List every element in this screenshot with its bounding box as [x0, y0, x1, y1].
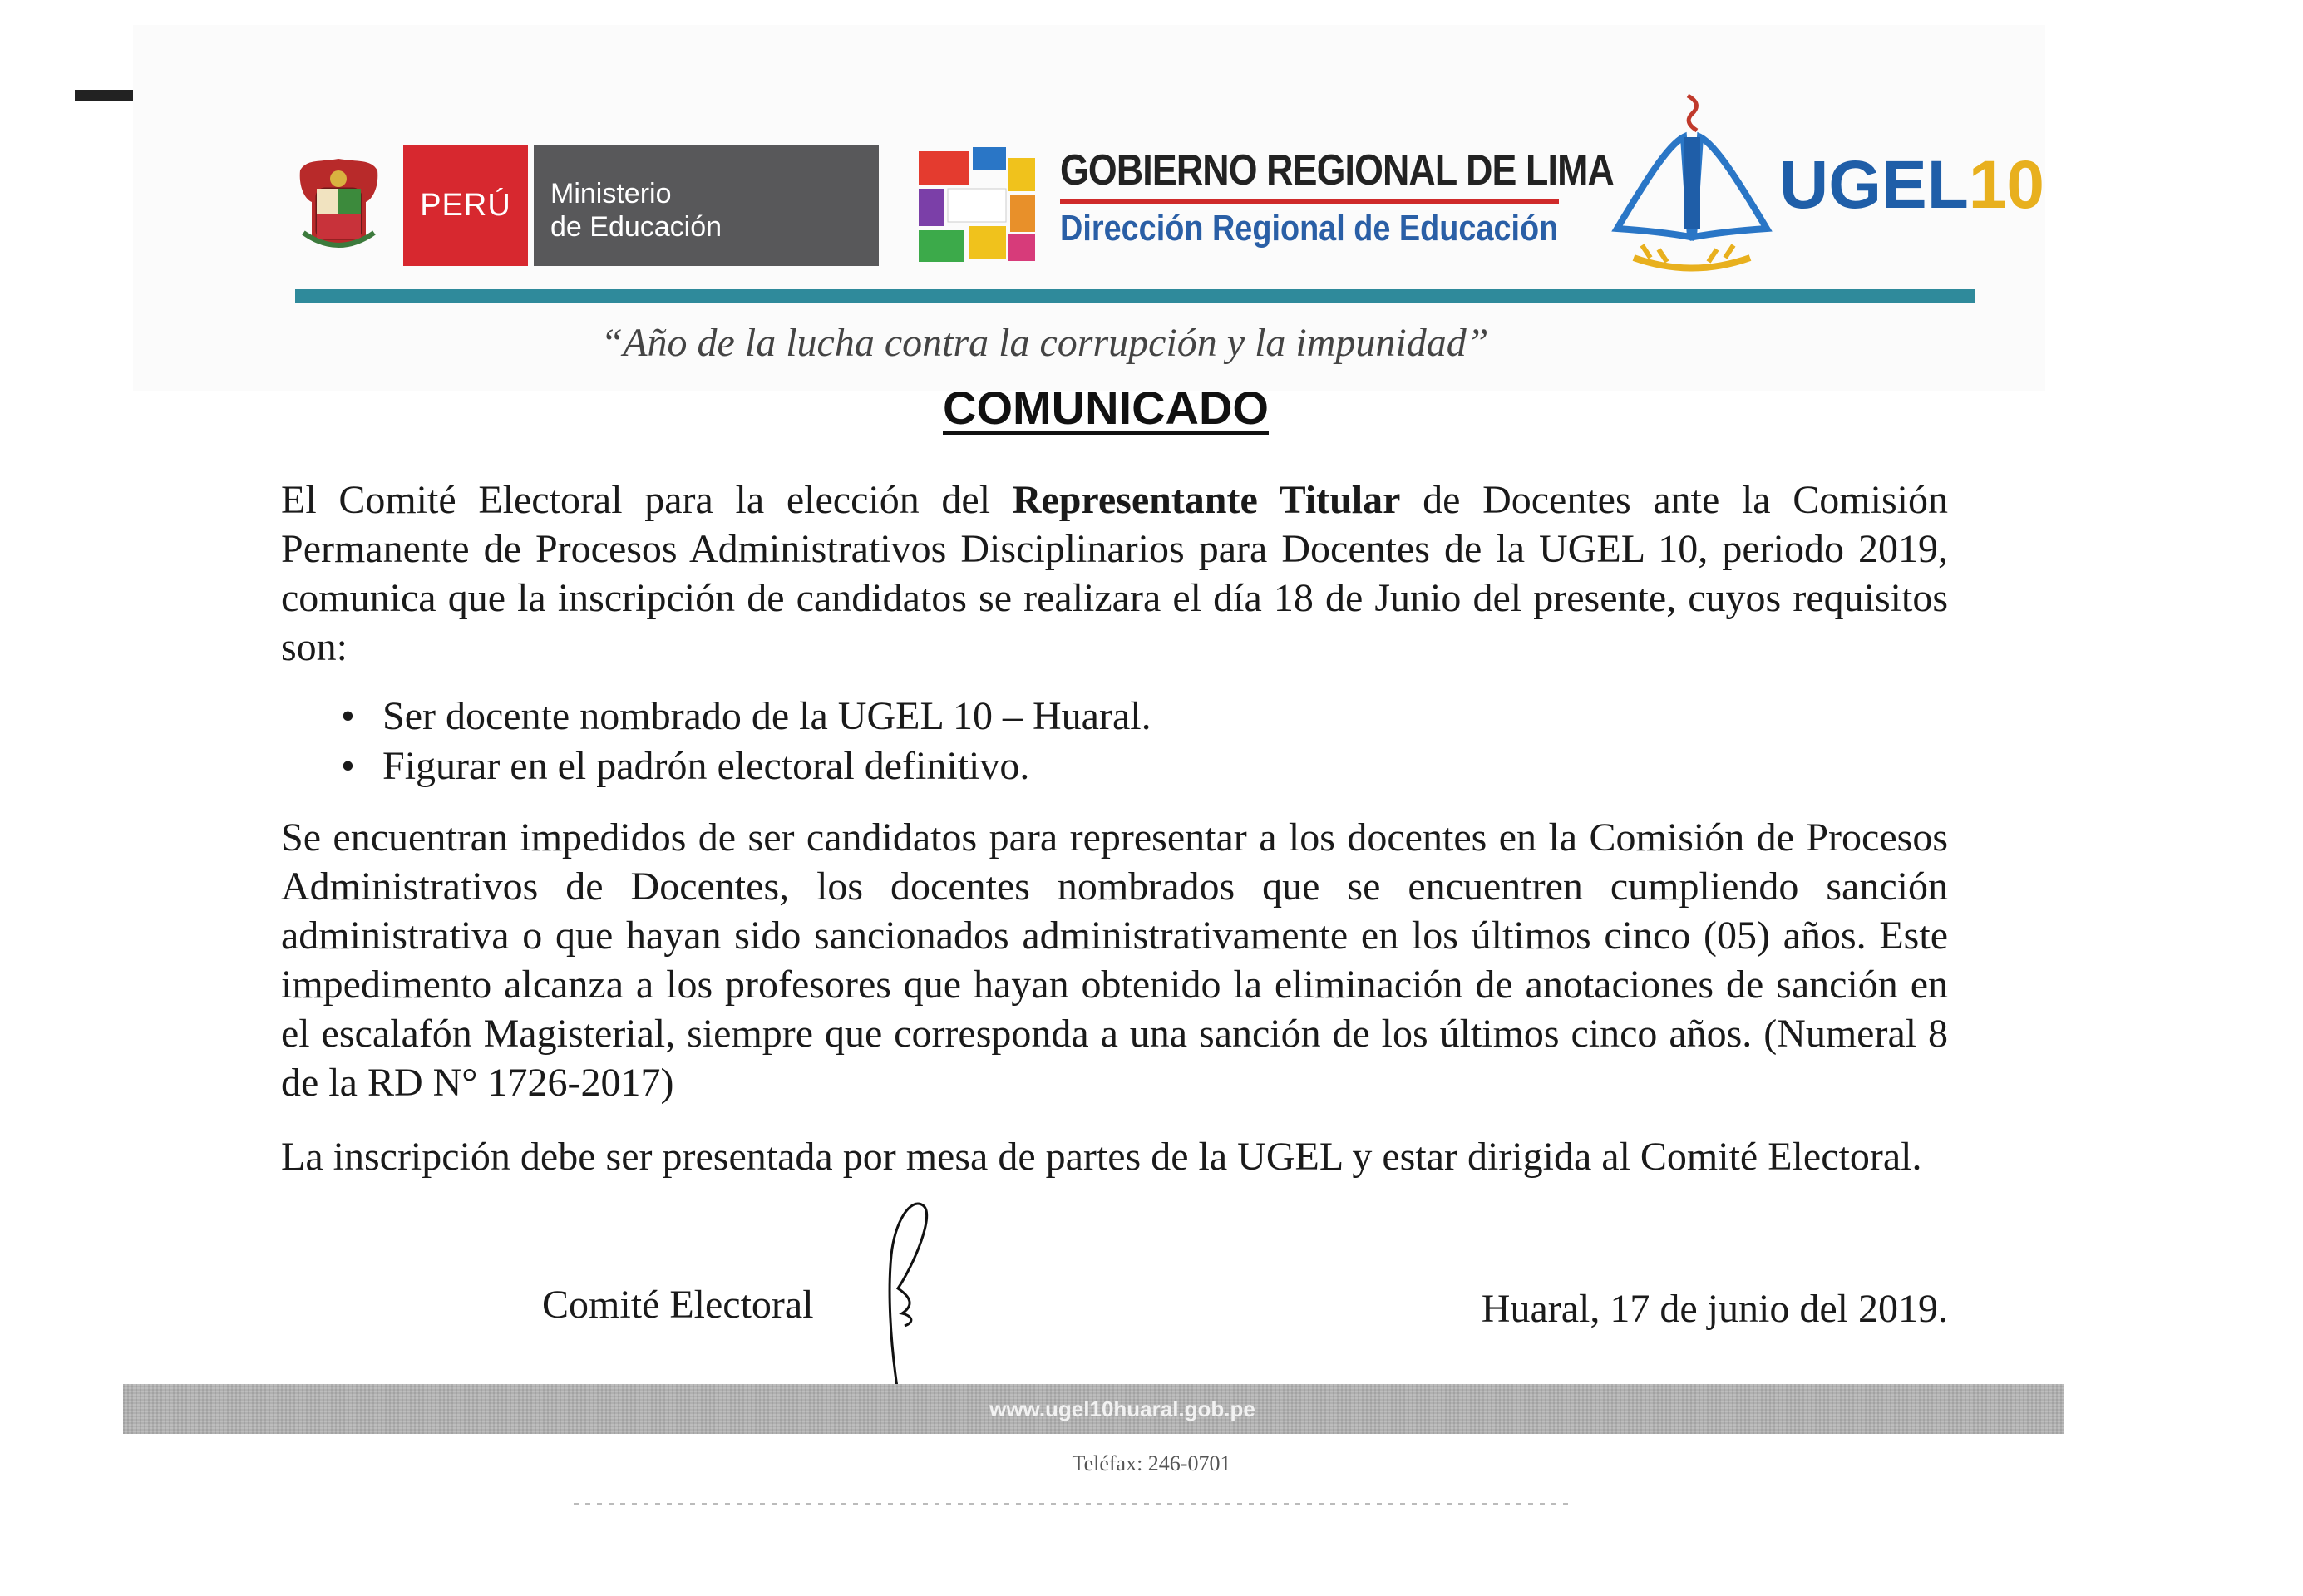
regional-directorate-subtitle: Dirección Regional de Educación	[1060, 208, 1559, 249]
year-motto: “Año de la lucha contra la corrupción y la impunidad”	[600, 321, 1489, 365]
scan-artifact	[75, 90, 136, 101]
impediments-paragraph: Se encuentran impedidos de ser candidatos para representar a los docentes en la Comisión de Procesos Administrativos de Docentes, los docentes nombrados que se encuentren cumpliendo sanción administrativa o que hayan sido sancionados administrativamente en los últimos cinco (05) años. Este impedimento alcanza a los profesores que hayan obtenido la eliminación de anotaciones de sanción en el escalafón Magisterial, siempre que corresponda a una sanción de los últimos cinco años. (Numeral 8 de la RD N° 1726-2017)	[281, 815, 1948, 1105]
regional-government-emblem-icon	[915, 143, 1039, 268]
footer-website-link[interactable]: www.ugel10huaral.gob.pe	[989, 1396, 1255, 1421]
document-title: COMUNICADO	[943, 382, 1269, 434]
list-item: • Figurar en el padrón electoral definitivo.	[341, 741, 1152, 791]
place-and-date: Huaral, 17 de junio del 2019.	[1481, 1287, 1948, 1331]
peru-label: PERÚ	[420, 188, 511, 223]
peru-coat-of-arms-icon	[295, 154, 382, 258]
header-divider	[295, 289, 1975, 303]
ugel-flame-icon	[1688, 96, 1697, 131]
ugel10-logo	[1592, 87, 2045, 278]
requirements-list	[341, 692, 1152, 791]
ministry-brand-box	[534, 145, 879, 266]
peru-brand-box	[403, 145, 528, 266]
registration-paragraph: La inscripción debe ser presentada por mesa de partes de la UGEL y estar dirigida al Comité Electoral.	[281, 1135, 1922, 1179]
regional-title-underline	[1060, 200, 1559, 204]
list-item: • Ser docente nombrado de la UGEL 10 – Huaral.	[341, 692, 1152, 741]
intro-text-start: El Comité Electoral para la elección del	[281, 478, 1013, 522]
signer-name: Comité Electoral	[542, 1283, 814, 1327]
ministry-line1: Ministerio	[550, 178, 672, 209]
intro-bold-role: Representante Titular	[1012, 478, 1401, 522]
ugel-logo-text: UGEL10	[1779, 147, 2045, 223]
handwritten-signature	[865, 1189, 948, 1396]
footer-address-faded	[574, 1503, 1571, 1505]
regional-government-title: GOBIERNO REGIONAL DE LIMA	[1060, 146, 1614, 195]
ministry-line2: de Educación	[550, 211, 722, 243]
footer-phone: Teléfax: 246-0701	[1072, 1451, 1231, 1475]
intro-paragraph	[281, 475, 1948, 672]
intro-text-end: de Docentes ante la Comisión Permanente de Procesos Administrativos Disciplinarios para Docentes de la UGEL 10, periodo 2019, comunica que la inscripción de candidatos se realizara el día 18 de Junio del presente, cuyos requisitos son:	[281, 478, 1948, 669]
